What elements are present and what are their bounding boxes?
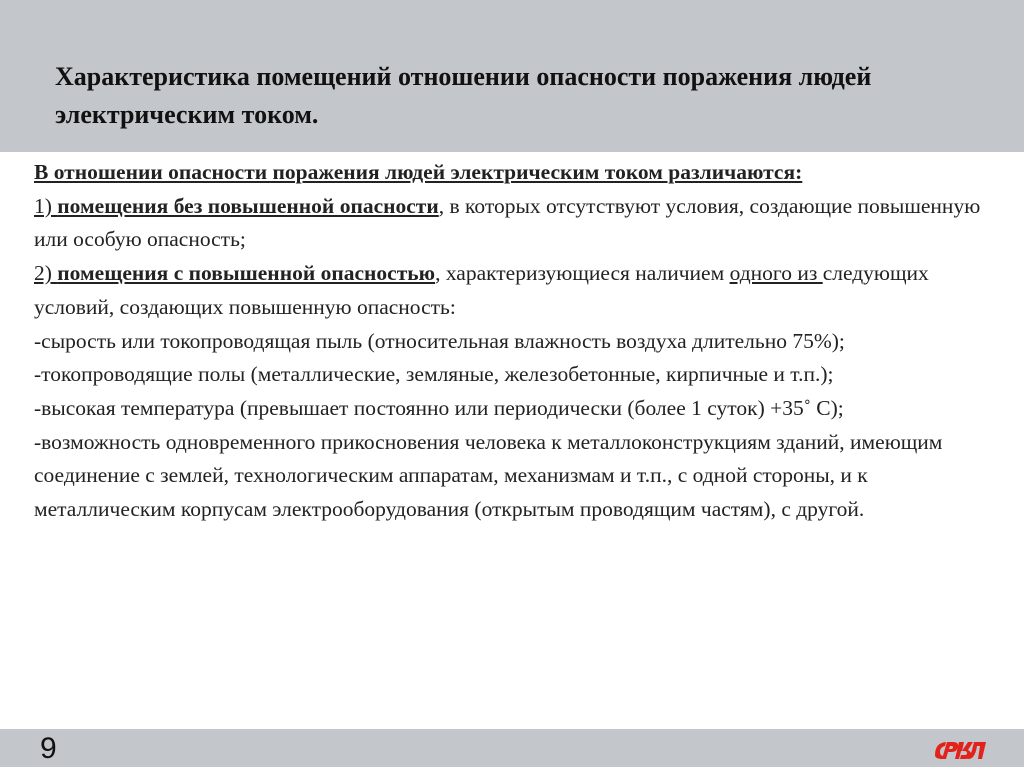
list-item-2 [34,257,1009,324]
intro-text: В отношении опасности поражения людей электрическим током различаются: [34,160,803,184]
item-2-underlined: одного из [729,261,823,286]
slide-title: Характеристика помещений отношении опасности поражения людей электрическим током. [55,62,872,129]
item-2-term: помещения с повышенной опасностью [57,261,436,286]
item-1-term: помещения без повышенной опасности [57,193,439,218]
footer-band [0,729,1024,767]
item-2-description-part1: , характеризующиеся наличием [435,261,730,286]
item-1-description: , в которых отсутствуют условия, создающие повышенную или особую опасность; [34,193,981,252]
condition-temperature: -высокая температура (превышает постоянно или периодически (более 1 суток) +35˚ С); [34,395,844,420]
item-2-number: 2) [34,261,58,286]
slide-body [34,156,1009,527]
condition-contact: -возможность одновременного прикосновения человека к металлоконструкциям зданий, имеющим соединение с землей, технологическим аппаратам, механизмам и т.п., с одной стороны, и к металлическим корпусам электрооборудования (открытым проводящим частям), с другой. [34,429,943,522]
page-number: 9 [40,732,57,765]
rzd-logo-icon [932,735,990,763]
item-2-description-part2: следующих условий, создающих повышенную опасность: [34,261,929,319]
list-item-1 [34,190,1009,257]
item-1-number: 1) [34,193,58,218]
condition-humidity: -сырость или токопроводящая пыль (относительная влажность воздуха длительно 75%); [34,328,845,353]
condition-floors: -токопроводящие полы (металлические, земляные, железобетонные, кирпичные и т.п.); [34,362,834,387]
